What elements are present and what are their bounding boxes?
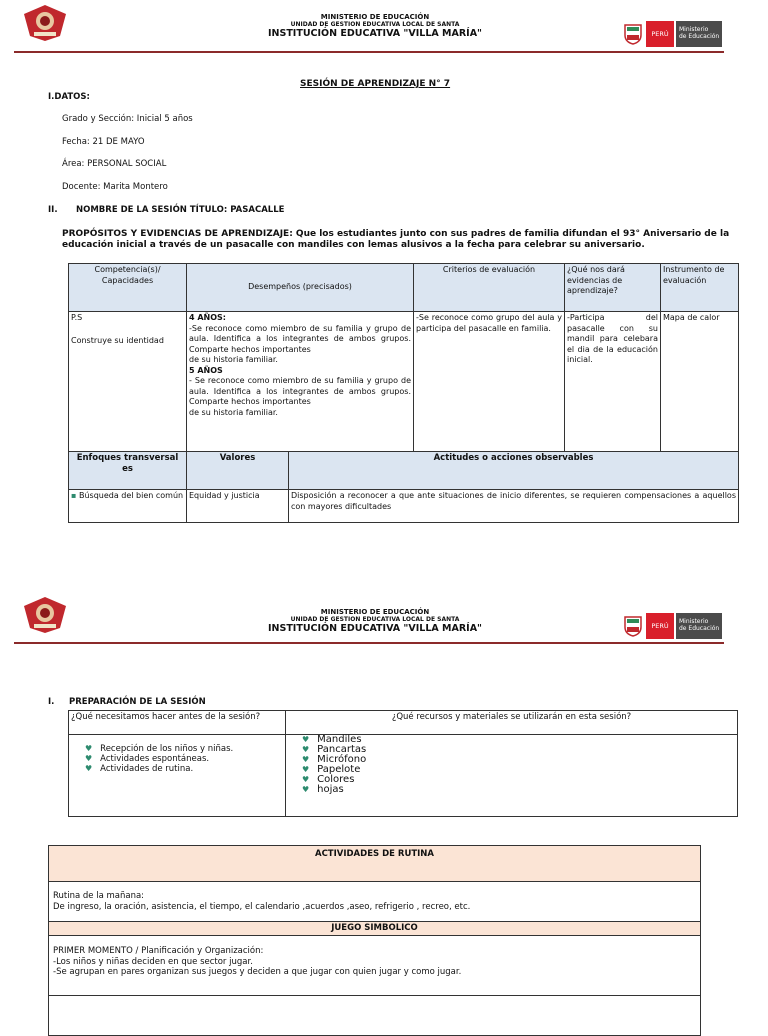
list-item: ♥ Papelote xyxy=(302,764,361,775)
valor-cell: Equidad y justicia xyxy=(187,490,289,523)
session-title: SESIÓN DE APRENDIZAJE N° 7 xyxy=(300,79,451,89)
school-logo xyxy=(22,596,68,634)
antes-header: ¿Qué necesitamos hacer antes de la sesión? xyxy=(69,711,286,735)
ministerio-label: Ministerio de Educación xyxy=(676,21,722,47)
evidencia-cell: -Participa del pasacalle con su mandil para celebara el dia de la educación inicial. xyxy=(565,312,661,452)
section-number-ii: II. xyxy=(48,205,58,215)
antes-list xyxy=(69,735,286,817)
peru-shield-icon xyxy=(622,615,644,637)
actitud-cell: Disposición a reconocer a que ante situaciones de inicio diferentes, se requieren compensaciones a aquellos con mayores dificultades xyxy=(289,490,739,523)
rutina-manana-cell: Rutina de la mañana: De ingreso, la oración, asistencia, el tiempo, el calendario ,acuerdos ,aseo, refrigerio , recreo, etc. xyxy=(49,882,701,922)
heart-bullet-icon: ♥ xyxy=(85,744,93,753)
primer-momento-cell: PRIMER MOMENTO / Planificación y Organización: -Los niños y niñas deciden en que sector jugar. -Se agrupan en pares organizan sus juegos y deciden a que jugar con quien jugar y como jugar. xyxy=(49,936,701,996)
page-header-2 xyxy=(0,592,768,648)
heart-bullet-icon: ♥ xyxy=(302,745,310,754)
propositos-text: PROPÓSITOS Y EVIDENCIAS DE APRENDIZAJE: Que los estudiantes junto con sus padres de familia difundan el 93° Aniversario de la educación inicial a través de un pasacalle con mandiles con lemas alusivos a la fecha para celebrar su aniversario. xyxy=(62,229,730,250)
rutina-title: ACTIVIDADES DE RUTINA xyxy=(49,846,701,882)
materiales-list xyxy=(286,735,738,817)
desempenos-header: Desempeños (precisados) xyxy=(187,264,414,312)
heart-bullet-icon: ♥ xyxy=(302,735,310,744)
ministerio-label: Ministerio de Educación xyxy=(676,613,722,639)
criterios-header: Criterios de evaluación xyxy=(414,264,565,312)
rutina-table xyxy=(48,845,701,1036)
grado-field: Grado y Sección: Inicial 5 años xyxy=(62,114,193,124)
datos-heading: I.DATOS: xyxy=(48,92,90,102)
heart-bullet-icon: ♥ xyxy=(302,785,310,794)
valores-header: Valores xyxy=(187,452,289,490)
list-item: ♥ hojas xyxy=(302,784,344,795)
fecha-field: Fecha: 21 DE MAYO xyxy=(62,137,145,147)
header-rule xyxy=(14,51,724,53)
school-logo xyxy=(22,4,68,42)
section-number-i: I. xyxy=(48,697,55,707)
preparacion-table xyxy=(68,710,738,817)
enfoques-header: Enfoques transversal es xyxy=(69,452,187,490)
juego-simbolico-title: JUEGO SIMBOLICO xyxy=(49,922,701,936)
competencias-table xyxy=(68,263,739,452)
peru-ministry-logo xyxy=(622,21,722,47)
recursos-header: ¿Qué recursos y materiales se utilizarán en esta sesión? xyxy=(286,711,738,735)
list-item: ♥ Actividades de rutina. xyxy=(85,764,194,774)
evidencias-header: ¿Qué nos dará evidencias de aprendizaje? xyxy=(565,264,661,312)
desempenos-cell: 4 AÑOS: -Se reconoce como miembro de su familia y grupo de aula. Identifica a los integrantes de ambos grupos. Comparte hechos importantes de su historia familiar. 5 AÑOS - Se reconoce como miembro de su familia y grupo de aula. Identifica a los integrantes de ambos grupos. Comparte hechos importantes de su historia familiar. xyxy=(187,312,414,452)
bullet-icon: ▪ xyxy=(71,491,79,500)
instrumento-header: Instrumento de evaluación xyxy=(661,264,739,312)
heart-bullet-icon: ♥ xyxy=(302,775,310,784)
header-rule xyxy=(14,642,724,644)
criterio-cell: -Se reconoce como grupo del aula y participa del pasacalle en familia. xyxy=(414,312,565,452)
list-item: ♥ Colores xyxy=(302,774,355,785)
ministry-label: MINISTERIO DE EDUCACIÓN xyxy=(320,608,430,616)
actitudes-header: Actitudes o acciones observables xyxy=(289,452,739,490)
list-item: ♥ Mandiles xyxy=(302,734,362,745)
competencia-cell: P.S Construye su identidad xyxy=(69,312,187,452)
peru-label: PERÚ xyxy=(646,21,674,47)
heart-bullet-icon: ♥ xyxy=(85,754,93,763)
ugel-label: UNIDAD DE GESTION EDUCATIVA LOCAL DE SANTA xyxy=(290,21,460,28)
competencia-header: Competencia(s)/ Capacidades xyxy=(69,264,187,312)
docente-field: Docente: Marita Montero xyxy=(62,182,168,192)
instrumento-cell: Mapa de calor xyxy=(661,312,739,452)
peru-label: PERÚ xyxy=(646,613,674,639)
list-item: ♥ Recepción de los niños y niñas. xyxy=(85,744,234,754)
peru-ministry-logo xyxy=(622,613,722,639)
enfoques-table xyxy=(68,451,739,523)
heart-bullet-icon: ♥ xyxy=(85,764,93,773)
next-moment-cell xyxy=(49,996,701,1036)
list-item: ♥ Actividades espontáneas. xyxy=(85,754,210,764)
list-item: ♥ Pancartas xyxy=(302,744,367,755)
ugel-label: UNIDAD DE GESTION EDUCATIVA LOCAL DE SANTA xyxy=(290,616,460,623)
peru-shield-icon xyxy=(622,23,644,45)
page-header-1 xyxy=(0,0,768,56)
ministry-label: MINISTERIO DE EDUCACIÓN xyxy=(320,13,430,21)
heart-bullet-icon: ♥ xyxy=(302,755,310,764)
heart-bullet-icon: ♥ xyxy=(302,765,310,774)
school-name: INSTITUCIÓN EDUCATIVA "VILLA MARÍA" xyxy=(268,28,482,39)
list-item: ♥ Micrófono xyxy=(302,754,367,765)
session-name: NOMBRE DE LA SESIÓN TÍTULO: PASACALLE xyxy=(76,205,285,215)
enfoque-cell: ▪ Búsqueda del bien común xyxy=(69,490,187,523)
area-field: Área: PERSONAL SOCIAL xyxy=(62,159,167,169)
school-name: INSTITUCIÓN EDUCATIVA "VILLA MARÍA" xyxy=(268,623,482,634)
prep-title: PREPARACIÓN DE LA SESIÓN xyxy=(69,697,206,707)
